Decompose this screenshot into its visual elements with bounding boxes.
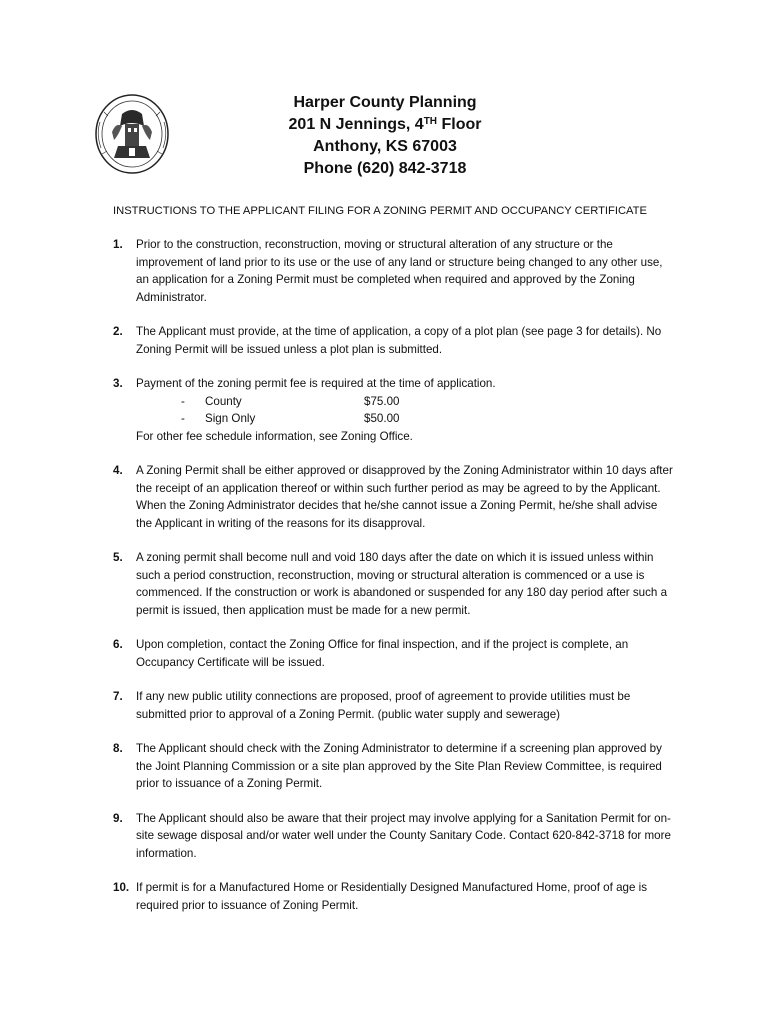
list-item: 8. The Applicant should check with the Zoning Administrator to determine if a screening plan approved by the Joint Planning Commission or a site plan approved by the Site Plan Review Committee, is required prior to issuance of a Zoning Permit.	[113, 742, 662, 790]
list-item: 3. Payment of the zoning permit fee is required at the time of application. - County $75.00 - Sign Only $50.00 For other fee schedule information, see Zoning Office.	[113, 375, 673, 445]
instructions-list	[113, 236, 673, 931]
org-name: Harper County Planning	[293, 94, 477, 111]
list-item: 6. Upon completion, contact the Zoning Office for final inspection, and if the project is complete, an Occupancy Certificate will be issued.	[113, 638, 629, 669]
list-item: 2. The Applicant must provide, at the time of application, a copy of a plot plan (see page 3 for details). No Zoning Permit will be issued unless a plot plan is submitted.	[113, 325, 662, 356]
fee-row-county: - County $75.00	[181, 394, 400, 408]
fee-note: For other fee schedule information, see Zoning Office.	[136, 429, 413, 443]
phone-line: Phone (620) 842-3718	[303, 160, 467, 177]
list-item: 9. The Applicant should also be aware that their project may involve applying for a Sanitation Permit for on-site sewage disposal and/or water well under the County Sanitary Code. Contact 620-842-3718 for more information.	[113, 811, 671, 860]
instructions-title: INSTRUCTIONS TO THE APPLICANT FILING FOR A ZONING PERMIT AND OCCUPANCY CERTIFICATE	[113, 205, 647, 217]
list-item: 4. A Zoning Permit shall be either approved or disapproved by the Zoning Administrator within 10 days after the receipt of an application thereof or within such further period as may be agreed to by the Applicant. When the Zoning Administrator decides that he/she cannot issue a Zoning Permit, he/she shall advise the Applicant in writing of the reasons for its disapproval.	[113, 464, 673, 530]
city-line: Anthony, KS 67003	[313, 138, 457, 155]
list-item: 7. If any new public utility connections are proposed, proof of agreement to provide utilities must be submitted prior to approval of a Zoning Permit. (public water supply and sewerage)	[113, 690, 631, 721]
fee-row-sign: - Sign Only $50.00	[181, 412, 400, 425]
address-line: 201 N Jennings, 4TH Floor	[288, 116, 482, 133]
list-item: 10. If permit is for a Manufactured Home or Residentially Designed Manufactured Home, proof of age is required prior to issuance of Zoning Permit.	[113, 881, 648, 912]
letterhead	[0, 92, 770, 180]
list-item: 5. A zoning permit shall become null and void 180 days after the date on which it is issued unless within such a period construction, reconstruction, moving or structural alteration is commenced or a use is commenced. If the construction or work is abandoned or suspended for any 180 day period after such a permit is issued, then application must be made for a new permit.	[113, 551, 668, 617]
list-item: 1. Prior to the construction, reconstruction, moving or structural alteration of any structure or the improvement of land prior to its use or the use of any land or structure being changed to any other use, an application for a Zoning Permit must be completed when required and approved by the Zoning Administrator.	[113, 238, 663, 304]
